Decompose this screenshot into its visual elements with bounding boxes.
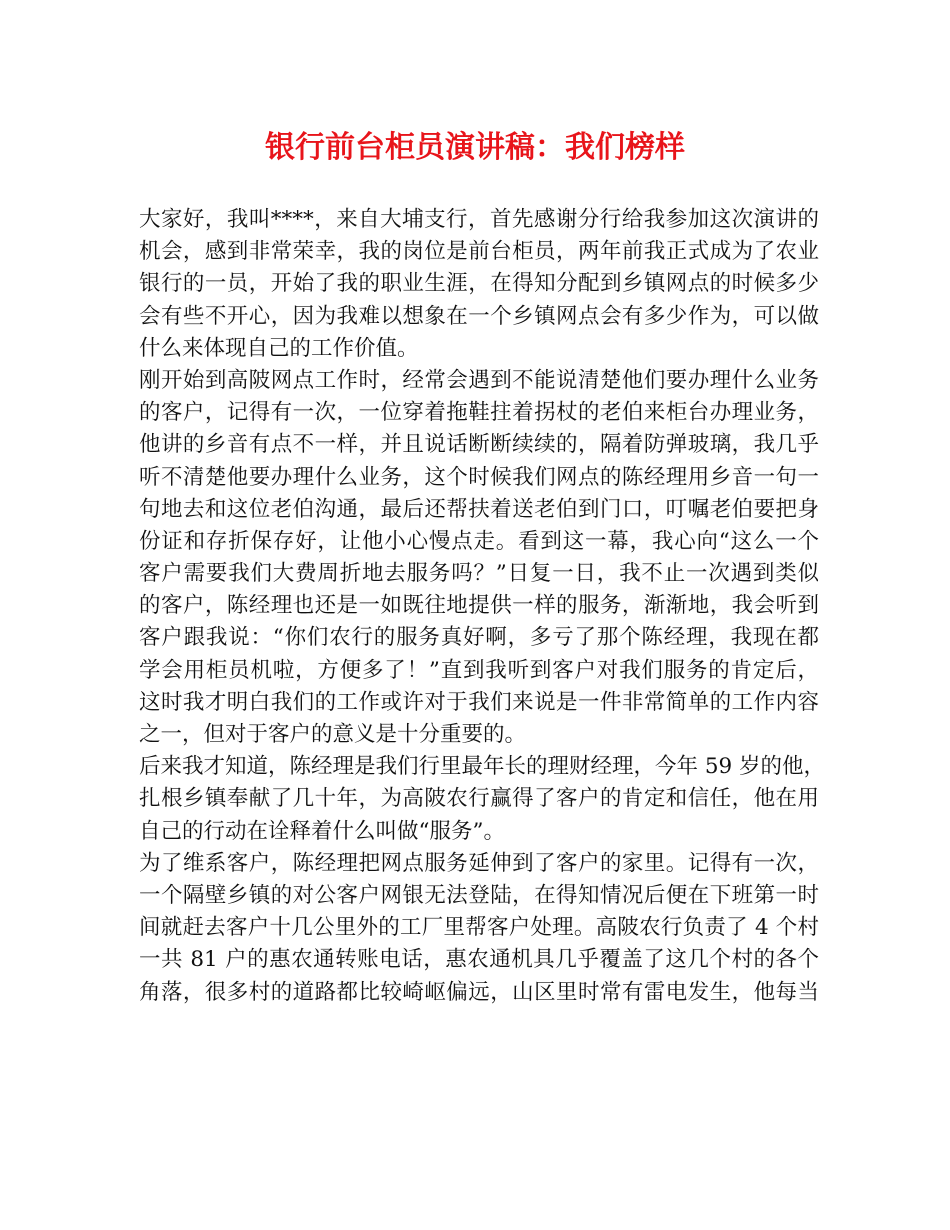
body-text-line: 的客户，记得有一次，一位穿着拖鞋拄着拐杖的老伯来柜台办理业务， xyxy=(139,400,819,426)
body-text-line: 银行的一员，开始了我的职业生涯，在得知分配到乡镇网点的时候多少 xyxy=(139,271,819,297)
body-text-line: 角落，很多村的道路都比较崎岖偏远，山区里时常有雷电发生，他每当 xyxy=(139,979,819,1005)
body-text-line: 后来我才知道，陈经理是我们行里最年长的理财经理，今年 59 岁的他， xyxy=(139,754,826,780)
body-text-line: 的客户，陈经理也还是一如既往地提供一样的服务，渐渐地，我会听到 xyxy=(139,593,819,619)
body-text-line: 听不清楚他要办理什么业务，这个时候我们网点的陈经理用乡音一句一 xyxy=(139,464,819,490)
body-text-line: 客户需要我们大费周折地去服务吗？”日复一日，我不止一次遇到类似 xyxy=(139,561,819,587)
document-title: 银行前台柜员演讲稿：我们榜样 xyxy=(265,130,685,165)
body-text-line: 大家好，我叫****，来自大埔支行，首先感谢分行给我参加这次演讲的 xyxy=(139,207,819,232)
body-text-line: 句地去和这位老伯沟通，最后还帮扶着送老伯到门口，叮嘱老伯要把身 xyxy=(139,496,819,522)
body-text-line: 份证和存折保存好，让他小心慢点走。看到这一幕，我心向“这么一个 xyxy=(139,528,819,554)
body-text-line: 自己的行动在诠释着什么叫做“服务”。 xyxy=(139,818,505,844)
body-text-line: 之一，但对于客户的意义是十分重要的。 xyxy=(139,722,527,747)
body-text-line: 一个隔壁乡镇的对公客户网银无法登陆，在得知情况后便在下班第一时 xyxy=(139,882,819,908)
body-text-line: 间就赶去客户十几公里外的工厂里帮客户处理。高陂农行负责了 4 个村 xyxy=(139,915,819,941)
body-text-line: 会有些不开心，因为我难以想象在一个乡镇网点会有多少作为，可以做 xyxy=(139,303,819,329)
body-text-line: 什么来体现自己的工作价值。 xyxy=(139,335,419,361)
body-text-line: 客户跟我说：“你们农行的服务真好啊，多亏了那个陈经理，我现在都 xyxy=(139,625,819,651)
body-text-line: 一共 81 户的惠农通转账电话，惠农通机具几乎覆盖了这几个村的各个 xyxy=(139,947,819,973)
body-text-line: 学会用柜员机啦，方便多了！”直到我听到客户对我们服务的肯定后， xyxy=(139,657,819,683)
body-text-line: 这时我才明白我们的工作或许对于我们来说是一件非常简单的工作内容 xyxy=(139,689,819,715)
document-body xyxy=(139,204,826,1009)
body-text-line: 刚开始到高陂网点工作时，经常会遇到不能说清楚他们要办理什么业务 xyxy=(139,367,819,393)
body-text-line: 机会，感到非常荣幸，我的岗位是前台柜员，两年前我正式成为了农业 xyxy=(139,239,819,265)
body-text-line: 为了维系客户，陈经理把网点服务延伸到了客户的家里。记得有一次， xyxy=(139,850,819,876)
body-text-line: 他讲的乡音有点不一样，并且说话断断续续的，隔着防弹玻璃，我几乎 xyxy=(139,432,819,458)
body-text-line: 扎根乡镇奉献了几十年，为高陂农行赢得了客户的肯定和信任，他在用 xyxy=(139,786,819,812)
